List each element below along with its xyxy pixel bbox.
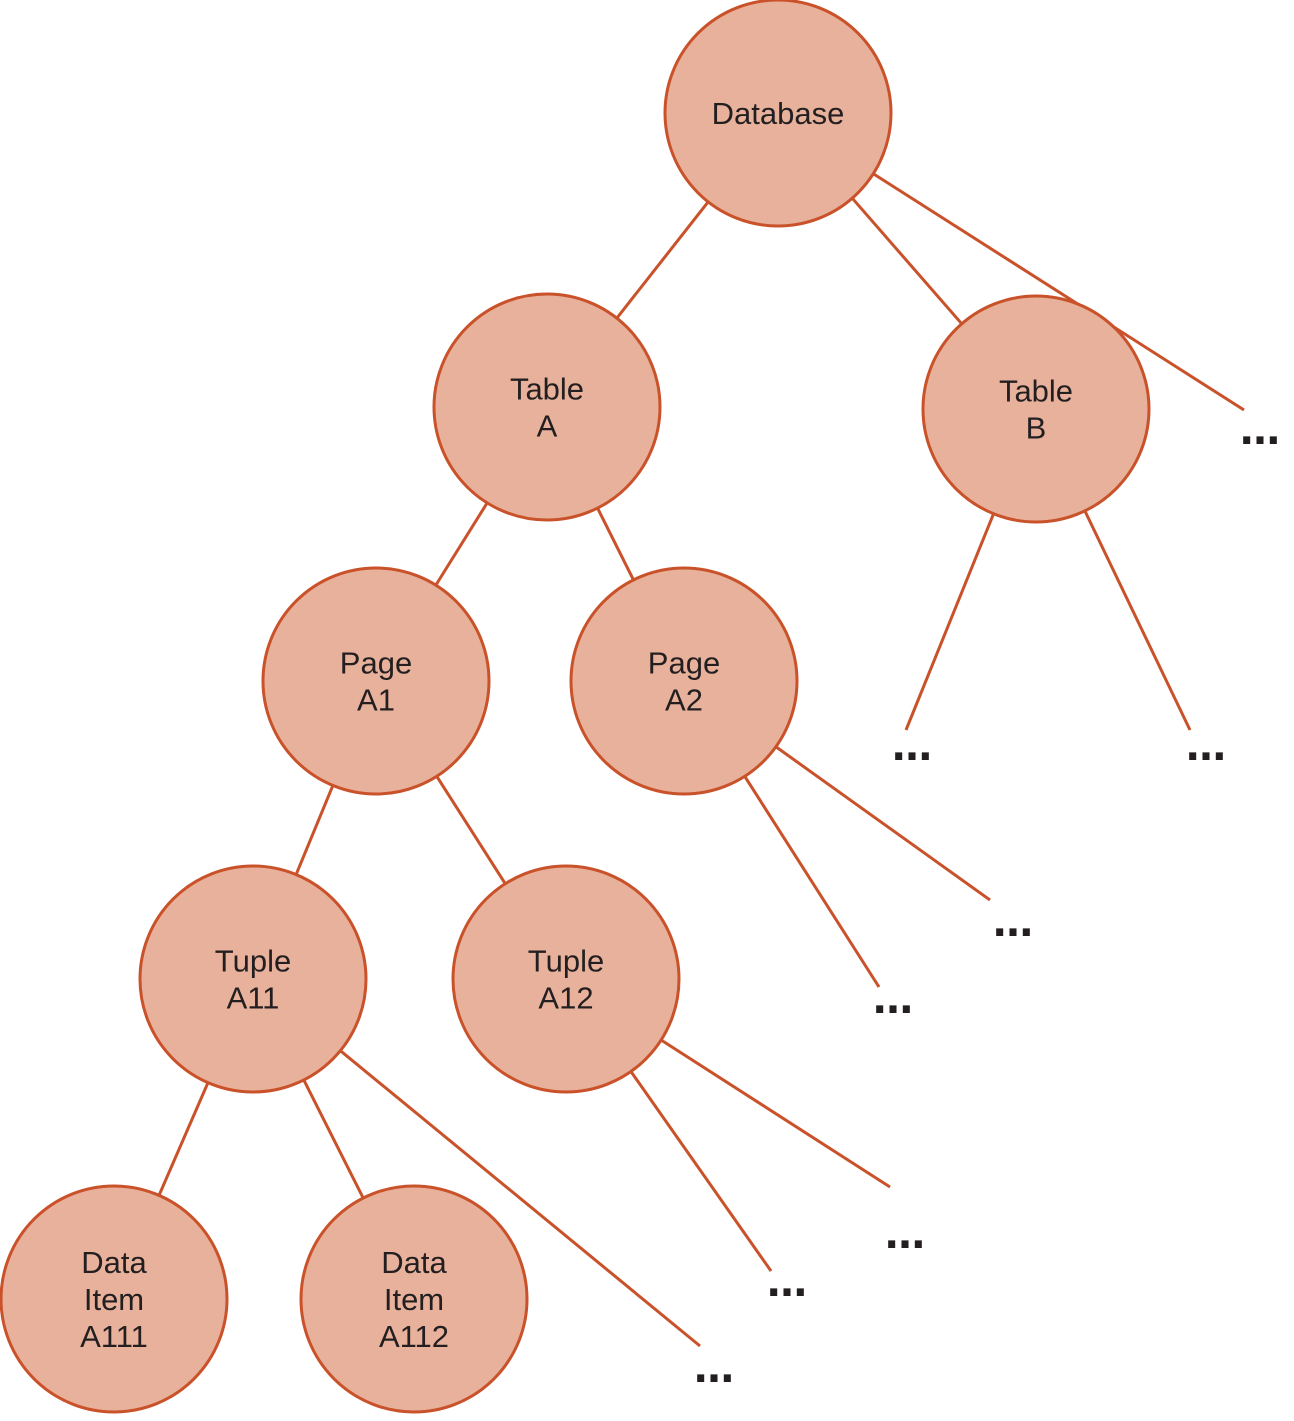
node-label-data-item-a112-line-2: Item [383, 1282, 445, 1317]
ellipsis-more-6: … [694, 1346, 738, 1392]
edge-tuple-a11-to-data-item-a112 [304, 1080, 363, 1198]
node-label-tuple-a11-line-2: A11 [226, 980, 280, 1016]
node-tuple-a12 [453, 866, 679, 1092]
edge-tuple-a11-to-data-item-a111 [159, 1083, 208, 1196]
node-label-table-a-line-1: Table [509, 371, 585, 407]
ellipsis-more-5: … [993, 900, 1037, 946]
edge-table-a-to-page-a2 [598, 508, 634, 580]
node-label-table-b-line-2: B [1025, 410, 1047, 446]
node-circle-page-a2 [571, 568, 797, 794]
node-label-tuple-a12-line-2: A12 [538, 980, 594, 1016]
edge-page-a1-to-tuple-a12 [437, 776, 506, 883]
edge-database-to-table-a [617, 202, 708, 318]
edge-tuple-a12-to-more-7 [631, 1071, 771, 1271]
node-label-page-a1-line-1: Page [339, 645, 413, 681]
node-label-page-a1-line-2: A1 [357, 682, 395, 718]
ellipsis-more-1: … [1240, 408, 1284, 454]
edge-table-a-to-page-a1 [436, 503, 487, 585]
node-label-data-item-a111-line-3: A111 [80, 1319, 148, 1354]
ellipsis-more-7: … [767, 1260, 811, 1306]
node-table-b [923, 296, 1149, 522]
edge-table-b-to-more-3 [1085, 511, 1190, 730]
nodes-layer [1, 0, 1149, 1412]
node-label-database-line-1: Database [711, 96, 845, 131]
edge-table-b-to-more-2 [906, 514, 994, 730]
node-page-a1 [263, 568, 489, 794]
node-database [665, 0, 891, 226]
node-table-a [434, 294, 660, 520]
edge-page-a1-to-tuple-a11 [296, 785, 333, 874]
edge-database-to-table-b [852, 198, 962, 324]
node-label-data-item-a111-line-2: Item [83, 1282, 145, 1317]
node-circle-table-b [923, 296, 1149, 522]
node-label-tuple-a12-line-1: Tuple [527, 943, 605, 979]
node-label-data-item-a112-line-1: Data [381, 1245, 447, 1280]
node-data-item-a111 [1, 1186, 227, 1412]
node-label-tuple-a11-line-1: Tuple [214, 943, 292, 979]
ellipsis-more-4: … [873, 977, 917, 1023]
node-circle-table-a [434, 294, 660, 520]
node-label-data-item-a112-line-3: A112 [378, 1319, 450, 1354]
node-label-data-item-a111-line-1: Data [81, 1245, 147, 1280]
node-tuple-a11 [140, 866, 366, 1092]
node-label-table-b-line-1: Table [998, 373, 1074, 409]
ellipsis-more-3: … [1186, 724, 1230, 770]
node-page-a2 [571, 568, 797, 794]
ellipsis-more-2: … [892, 724, 936, 770]
node-label-page-a2-line-2: A2 [665, 682, 703, 718]
node-circle-tuple-a12 [453, 866, 679, 1092]
node-label-table-a-line-2: A [536, 408, 558, 444]
node-circle-tuple-a11 [140, 866, 366, 1092]
node-label-page-a2-line-1: Page [647, 645, 721, 681]
node-data-item-a112 [301, 1186, 527, 1412]
ellipsis-more-8: … [885, 1212, 929, 1258]
node-circle-page-a1 [263, 568, 489, 794]
